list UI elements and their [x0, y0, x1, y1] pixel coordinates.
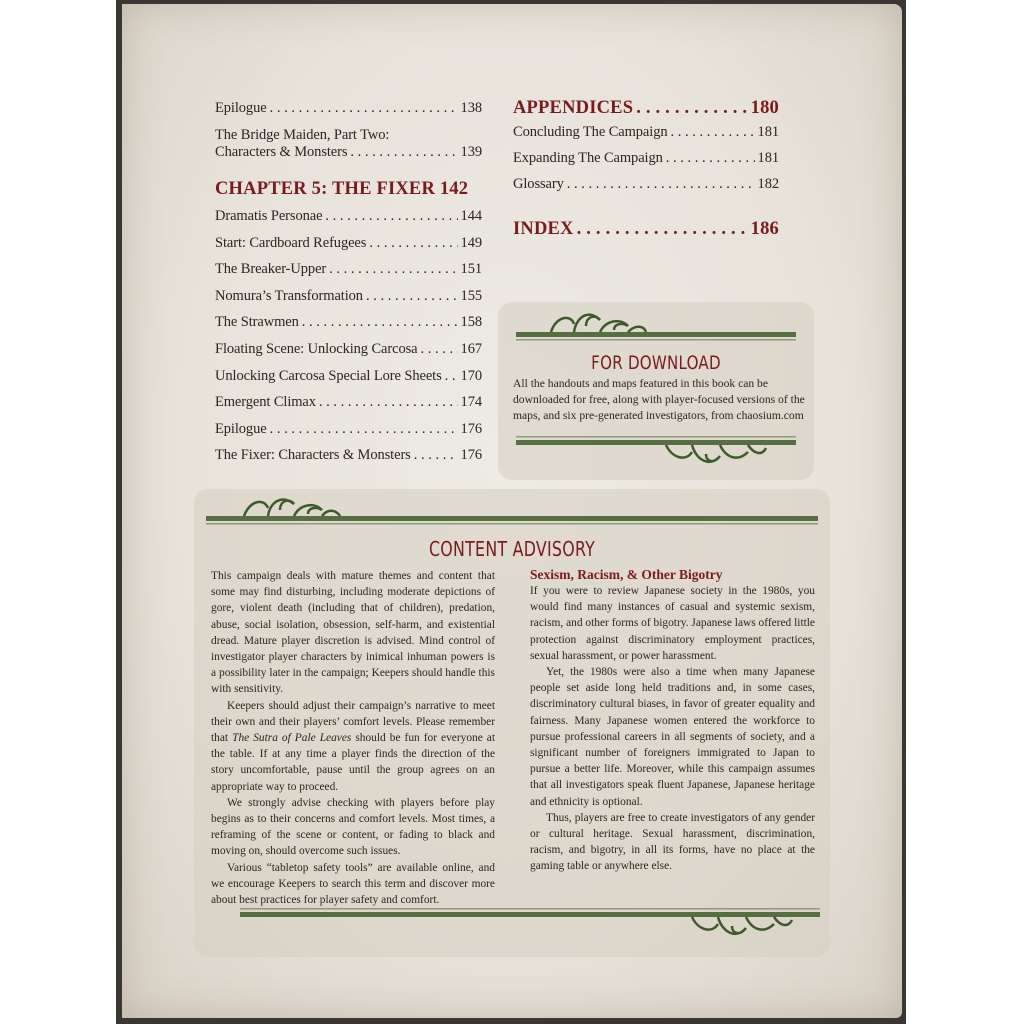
toc-entry: The Fixer: Characters & Monsters . . . 176 [215, 447, 482, 464]
download-text: All the handouts and maps featured in this book can be downloaded for free, along with player-focused versions of the maps, and six pre-generated investigators, from chaosium.com [513, 377, 805, 423]
vine-ornament-icon [516, 306, 796, 346]
toc-entry: Emergent Climax . . . 174 [215, 394, 482, 411]
toc-right-column [513, 98, 779, 240]
toc-left-column [215, 100, 482, 474]
advisory-left-column: This campaign deals with mature themes and content that some may find disturbing, including moderate depictions of gore, violent death (including that of children), predation, abuse, social isolation, obsession, self-harm, and existential dread. Mature player discretion is advised. Mind control of investigator player characters by inimical inhuman powers is a possibility later in the campaign; Keepers should handle this with sensitivity. Keepers should adjust their campaign’s narrative to meet their own and their players’ comfort levels. Please remember that The Sutra of Pale Leaves should be fun for everyone at the table. If at any time a player finds the direction of the story uncomfortable, pause until the group agrees on an appropriate way to proceed. We strongly advise checking with players before play begins as to their concerns and comfort levels. Most times, a reframing of the scene or content, or fading to black and moving on, should overcome such issues. Various “tabletop safety tools” are available online, and we encourage Keepers to search this term and discover more about best practices for player safety and comfort. [211, 570, 496, 907]
toc-entry: Nomura’s Transformation . . . 155 [215, 288, 482, 305]
toc-entry: Epilogue . . . 138 [215, 100, 482, 117]
index-heading: INDEX . . . 186 [513, 219, 779, 240]
chapter-heading: CHAPTER 5: THE FIXER 142 [215, 179, 469, 199]
advisory-paragraph: Keepers should adjust their campaign’s narrative to meet their own and their players’ comfort levels. Please remember that The Sutra of Pale Leaves should be fun for everyone at the table. If at any time a player finds the direction of the story uncomfortable, pause until the group agrees on an appropriate way to proceed. [211, 699, 496, 793]
toc-entry: The Strawmen . . . 158 [215, 314, 482, 331]
toc-appendices-list [513, 124, 779, 193]
toc-entry: Start: Cardboard Refugees . . . 149 [215, 235, 482, 252]
toc-entry: Glossary . . . 182 [513, 176, 779, 193]
vine-ornament-icon [240, 906, 820, 946]
toc-entry: Floating Scene: Unlocking Carcosa . . . 167 [215, 341, 482, 358]
toc-entry: The Breaker-Upper . . . 151 [215, 261, 482, 278]
toc-entry: Epilogue . . . 176 [215, 421, 482, 438]
vine-ornament-icon [516, 436, 796, 476]
advisory-subheading: Sexism, Racism, & Other Bigotry [530, 567, 723, 582]
appendices-heading: APPENDICES . . . 180 [513, 98, 779, 119]
vine-ornament-icon [206, 492, 818, 528]
toc-entry: Concluding The Campaign . . . 181 [513, 124, 779, 141]
toc-entry: Expanding The Campaign . . . 181 [513, 150, 779, 167]
toc-entry-title: The Bridge Maiden, Part Two: [215, 127, 390, 143]
toc-chapter5-list [215, 208, 482, 464]
download-title: FOR DOWNLOAD [591, 352, 721, 374]
advisory-title: CONTENT ADVISORY [428, 537, 596, 561]
toc-entry: Dramatis Personae . . . 144 [215, 208, 482, 225]
toc-entry: Characters & Monsters . . . 139 [215, 144, 482, 161]
toc-entry: Unlocking Carcosa Special Lore Sheets . . . 170 [215, 368, 482, 385]
advisory-right-column: Sexism, Racism, & Other Bigotry If you were to review Japanese society in the 1980s, you would find many instances of casual and systemic sexism, racism, and other forms of bigotry. Japanese laws offered little protection against discriminatory employment practices, sexual harassment, or power harassment. Yet, the 1980s were also a time when many Japanese people set aside long held traditions and, in some cases, discriminatory cultural biases, in favor of greater equality and fairness. Many Japanese women entered the workforce to pursue professional careers in all segments of society, and a significant number of foreigners immigrated to Japan to pursue a better life. Moreover, while this campaign assumes that all investigators speak fluent Japanese, Japanese heritage and ethnicity is optional. Thus, players are free to create investigators of any gender or cultural heritage. Sexual harassment, discrimination, racism, and bigotry, in all its forms, have no place at the gaming table or anywhere else. [530, 567, 815, 873]
